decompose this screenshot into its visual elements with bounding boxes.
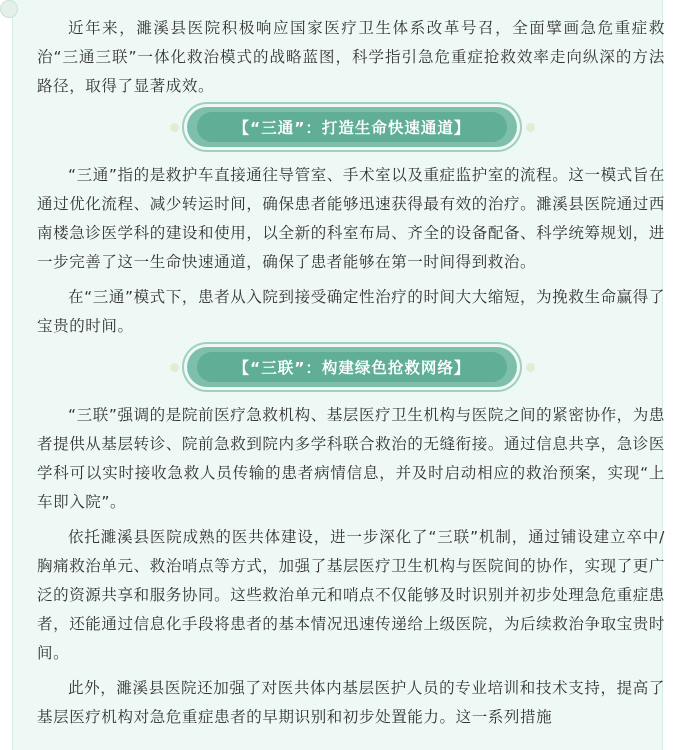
paragraph: 在“三通”模式下，患者从入院到接受确定性治疗的时间大大缩短，为挽救生命赢得了宝贵的时间。 — [37, 288, 665, 335]
decorative-dot-icon — [170, 123, 179, 132]
heading-text: 【“三通”：打造生命快速通道】 — [197, 112, 507, 142]
article-body — [37, 14, 665, 738]
intro-paragraph: 近年来，濉溪县医院积极响应国家医疗卫生体系改革号召，全面擘画急危重症救治“三通三联”一体化救治模式的战略蓝图，科学指引急危重症抢救效率走向纵深的方法路径，取得了显著成效。 — [37, 19, 665, 95]
decorative-dot-icon — [526, 363, 535, 372]
decorative-dot-icon — [526, 123, 535, 132]
section-heading-sanlian — [37, 347, 665, 391]
corner-decoration-icon — [0, 0, 18, 18]
paragraph: “三联”强调的是院前医疗急救机构、基层医疗卫生机构与医院之间的紧密协作，为患者提供从基层转诊、院前急救到院内多学科联合救治的无缝衔接。通过信息共享，急诊医学科可以实时接收急救人员传输的患者病情信息，并及时启动相应的救治预案，实现“上车即入院”。 — [37, 406, 665, 511]
paragraph: 此外，濉溪县医院还加强了对医共体内基层医护人员的专业培训和技术支持，提高了基层医疗机构对急危重症患者的早期识别和初步处置能力。这一系列措施 — [37, 679, 665, 726]
paragraph: “三通”指的是救护车直接通往导管室、手术室以及重症监护室的流程。这一模式旨在通过优化流程、减少转运时间，确保患者能够迅速获得最有效的治疗。濉溪县医院通过西南楼急诊医学科的建设和使用，以全新的科室布局、齐全的设备配备、科学统筹规划，进一步完善了这一生命快速通道，确保了患者能够在第一时间得到救治。 — [37, 166, 665, 271]
heading-banner — [187, 347, 517, 387]
section-heading-santong — [37, 107, 665, 151]
article-frame — [12, 0, 663, 750]
heading-banner — [187, 107, 517, 147]
paragraph: 依托濉溪县医院成熟的医共体建设，进一步深化了“三联”机制，通过铺设建立卒中/胸痛救治单元、救治哨点等方式，加强了基层医疗卫生机构与医院间的协作，实现了更广泛的资源共享和服务协同。这些救治单元和哨点不仅能够及时识别并初步处理急危重症患者，还能通过信息化手段将患者的基本情况迅速传递给上级医院，为后续救治争取宝贵时间。 — [37, 528, 665, 662]
decorative-dot-icon — [170, 363, 179, 372]
heading-text: 【“三联”：构建绿色抢救网络】 — [197, 352, 507, 382]
